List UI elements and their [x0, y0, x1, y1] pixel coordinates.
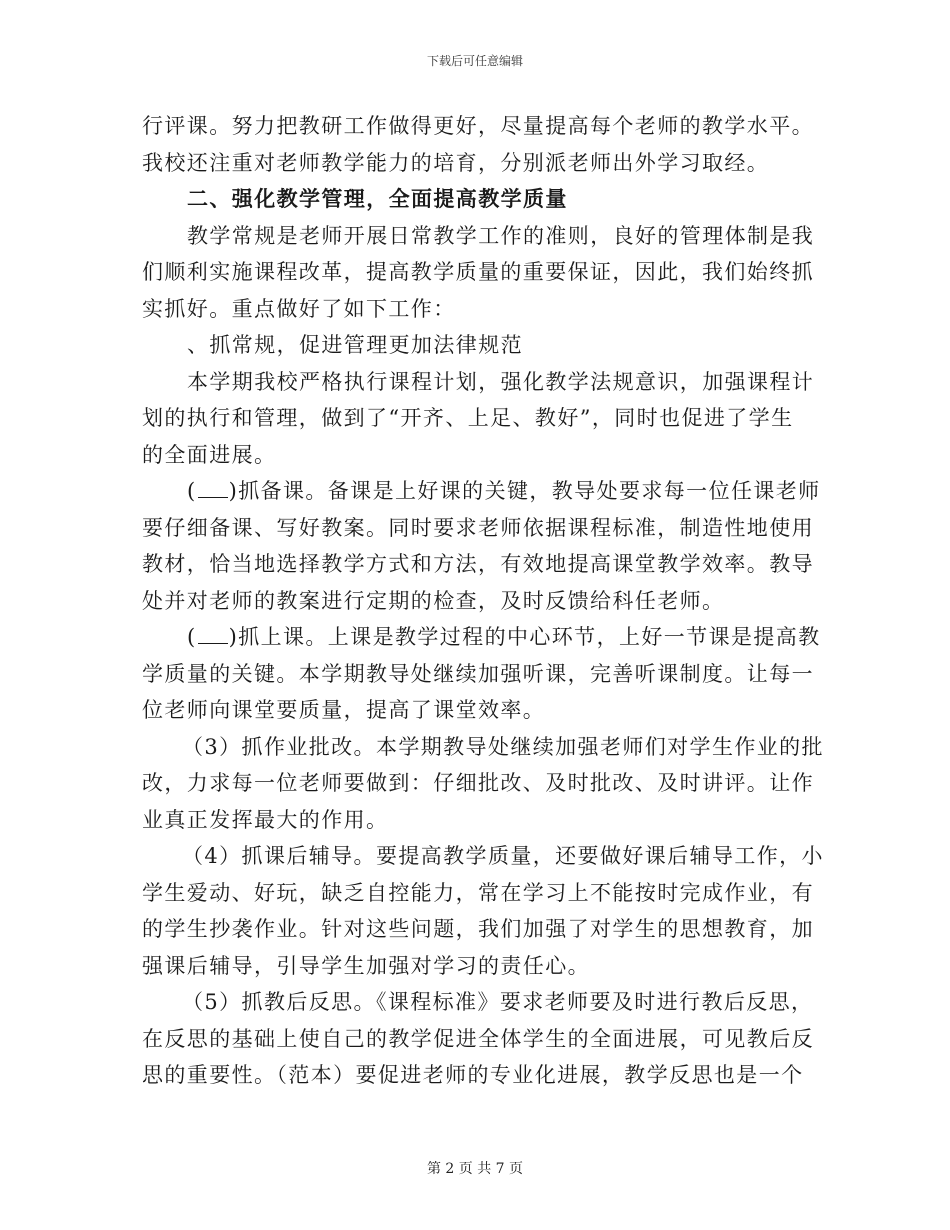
text-line: 我校还注重对老师教学能力的培育，分别派老师出外学习取经。: [142, 150, 770, 175]
text-line: 的学生抄袭作业。针对这些问题，我们加强了对学生的思想教育，加: [142, 917, 814, 941]
blank-open: (: [187, 479, 197, 503]
text-line: 处并对老师的教案进行定期的检查，及时反馈给科任老师。: [142, 588, 725, 613]
item-text: 抓上课。上课是教学过程的中心环节，上好一节课是提高教: [238, 625, 821, 649]
text-line: 实抓好。重点做好了如下工作：: [142, 296, 456, 321]
text-line: 强课后辅导，引导学生加强对学习的责任心。: [142, 953, 590, 978]
text-line: 教学常规是老师开展日常教学工作的准则，良好的管理体制是我: [187, 223, 815, 248]
text-line: 学质量的关键。本学期教导处继续加强听课，完善听课制度。让每一: [142, 661, 814, 686]
text-line: 在反思的基础上使自己的教学促进全体学生的全面进展，可见教后反: [142, 1026, 814, 1051]
text-line: 业真正发挥最大的作用。: [142, 807, 389, 832]
text-line: 改，力求每一位老师要做到：仔细批改、及时批改、及时讲评。让作: [142, 771, 814, 795]
text-line: 们顺利实施课程改革，提高教学质量的重要保证，因此，我们始终抓: [142, 260, 814, 284]
text-line: 要仔细备课、写好教案。同时要求老师依据课程标准，制造性地使用: [142, 515, 814, 540]
page-footer: 第 2 页 共 7 页: [426, 1161, 524, 1177]
item-text: 抓备课。备课是上好课的关键，教导处要求每一位任课老师: [238, 479, 821, 503]
list-item: [142, 619, 821, 656]
text-line: 教材，恰当地选择教学方式和方法，有效地提高课堂教学效率。教导: [142, 552, 814, 576]
blank-field: [198, 479, 228, 498]
text-line: 本学期我校严格执行课程计划，强化教学法规意识，加强课程计: [187, 369, 815, 394]
page-header: 下载后可任意编辑: [426, 54, 523, 68]
blank-close: ): [228, 625, 239, 649]
blank-field: [198, 625, 228, 644]
blank-open: (: [187, 625, 197, 649]
subheading: 、抓常规，促进管理更加法律规范: [187, 333, 523, 357]
list-item: （5）抓教后反思。《课程标准》要求老师要及时进行教后反思，: [182, 990, 814, 1014]
text-line: 划的执行和管理，做到了“开齐、上足、教好”，同时也促进了学生: [142, 406, 794, 430]
blank-close: ): [228, 479, 239, 503]
text-line: 的全面进展。: [142, 442, 277, 467]
section-heading: 二、强化教学管理，全面提高教学质量: [187, 186, 568, 211]
list-item: （3）抓作业批改。本学期教导处继续加强老师们对学生作业的批: [182, 734, 824, 759]
text-line: 学生爱动、好玩，缺乏自控能力，常在学习上不能按时完成作业，有: [142, 880, 814, 905]
list-item: （4）抓课后辅导。要提高教学质量，还要做好课后辅导工作，小: [182, 844, 824, 868]
list-item: [142, 473, 821, 510]
text-line: 行评课。努力把教研工作做得更好，尽量提高每个老师的教学水平。: [142, 114, 814, 138]
text-line: 位老师向课堂要质量，提高了课堂效率。: [142, 698, 546, 722]
text-line: 思的重要性。（范本）要促进老师的专业化进展，教学反思也是一个: [142, 1063, 804, 1087]
document-body: [142, 108, 824, 1094]
